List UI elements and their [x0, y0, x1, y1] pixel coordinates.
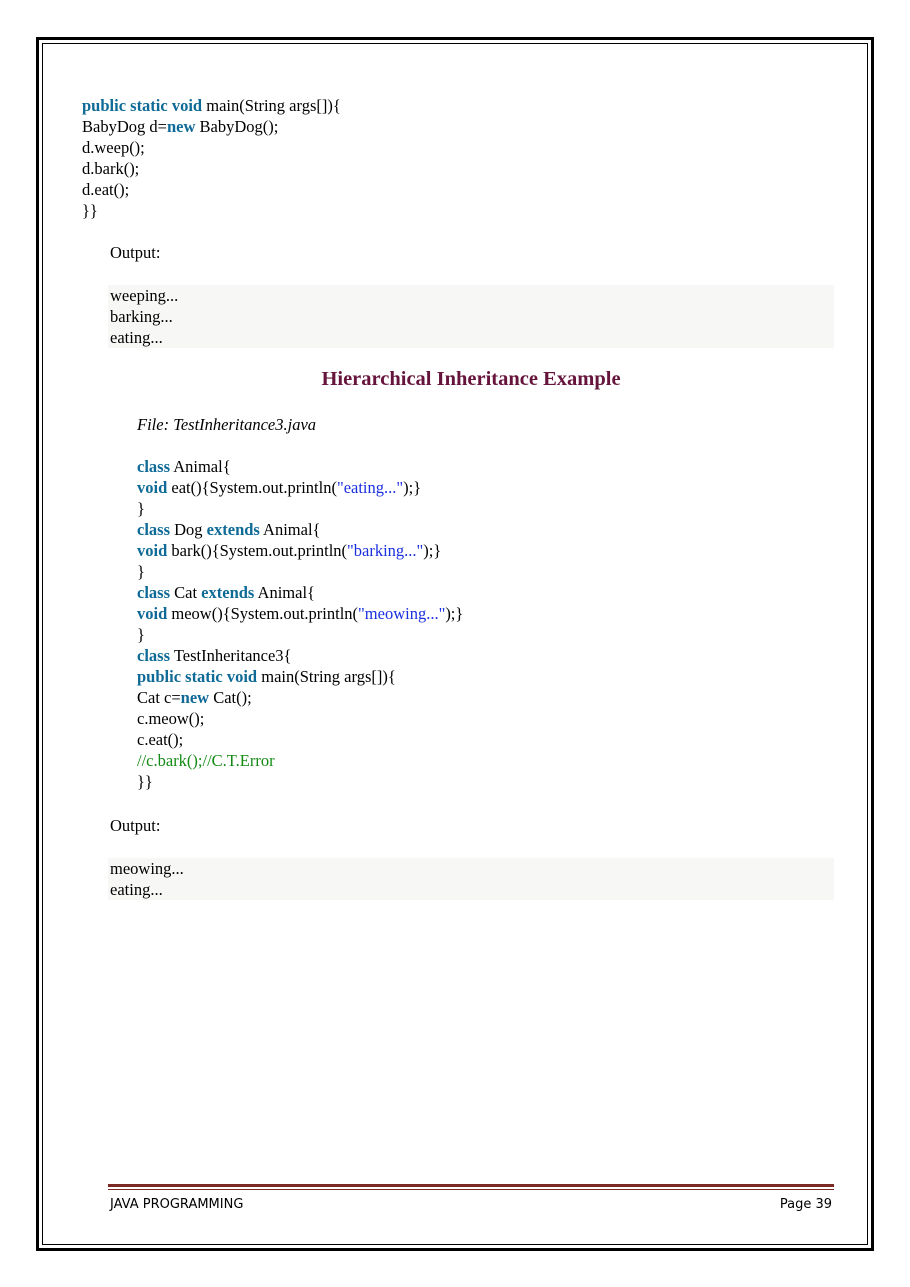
code-token: );}	[445, 604, 464, 623]
code-token: }	[137, 499, 145, 518]
output-line: weeping...	[110, 286, 179, 305]
code-token: d.bark();	[82, 159, 140, 178]
output-box-2	[108, 858, 834, 900]
code-line	[137, 687, 463, 708]
code-token: meow(){System.out.println(	[167, 604, 359, 623]
code-token: d.eat();	[82, 180, 130, 199]
code-token: Animal{	[254, 583, 315, 602]
code-token: public static void	[82, 96, 203, 115]
code-token: "eating..."	[336, 478, 404, 497]
code-line	[137, 498, 463, 519]
code-line	[137, 666, 463, 687]
code-token: c.meow();	[137, 709, 205, 728]
footer-rule-thin	[108, 1189, 834, 1190]
code-line	[137, 708, 463, 729]
code-token: }}	[82, 201, 98, 220]
code-token: );}	[403, 478, 422, 497]
footer-rule	[108, 1184, 834, 1187]
code-token: }}	[137, 772, 153, 791]
footer-title: JAVA PROGRAMMING	[110, 1197, 244, 1212]
code-line	[137, 561, 463, 582]
code-line	[137, 582, 463, 603]
code-token: class	[137, 520, 170, 539]
code-token: Animal{	[259, 520, 321, 539]
output-box-1	[108, 285, 834, 348]
code-token: //c.bark();//C.T.Error	[137, 751, 275, 770]
output-line: meowing...	[110, 859, 184, 878]
code-token: void	[137, 541, 168, 560]
code-token: Cat c=	[137, 688, 181, 707]
code-token: new	[180, 688, 210, 707]
code-line	[137, 456, 463, 477]
code-token: Dog	[170, 520, 207, 539]
code-token: BabyDog();	[195, 117, 279, 136]
page-number: Page 39	[779, 1197, 832, 1212]
code-token: main(String args[]){	[202, 96, 341, 115]
code-line	[137, 771, 463, 792]
code-token: class	[137, 583, 170, 602]
output-line: eating...	[110, 328, 163, 347]
code-line	[137, 519, 463, 540]
output-label: Output:	[110, 816, 161, 835]
code-line	[82, 116, 341, 137]
code-line	[82, 158, 341, 179]
code-token: d.weep();	[82, 138, 145, 157]
code-token: BabyDog d=	[82, 117, 167, 136]
code-token: Cat	[170, 583, 202, 602]
code-line	[137, 603, 463, 624]
code-token: extends	[206, 520, 260, 539]
code-line	[137, 477, 463, 498]
code-token: TestInheritance3{	[170, 646, 292, 665]
output-line: eating...	[110, 880, 163, 899]
code-token: new	[166, 117, 196, 136]
code-line	[82, 137, 341, 158]
code-token: "meowing..."	[358, 604, 446, 623]
code-token: eat(){System.out.println(	[167, 478, 337, 497]
code-token: "barking..."	[347, 541, 424, 560]
section-heading: Hierarchical Inheritance Example	[321, 368, 621, 390]
code-token: Animal{	[170, 457, 231, 476]
file-label: File: TestInheritance3.java	[137, 415, 317, 434]
code-line	[82, 95, 341, 116]
output-label: Output:	[110, 243, 161, 262]
code-token: void	[137, 604, 168, 623]
code-line	[137, 624, 463, 645]
code-token: }	[137, 625, 145, 644]
code-token: class	[137, 457, 170, 476]
code-token: Cat();	[209, 688, 252, 707]
code-block-main-method	[82, 95, 341, 221]
code-token: main(String args[]){	[257, 667, 396, 686]
code-line	[137, 750, 463, 771]
code-block-hierarchical	[137, 456, 463, 792]
code-line	[137, 729, 463, 750]
code-token: bark(){System.out.println(	[167, 541, 348, 560]
code-token: }	[137, 562, 145, 581]
code-token: void	[137, 478, 168, 497]
code-line	[82, 200, 341, 221]
code-token: c.eat();	[137, 730, 184, 749]
code-line	[82, 179, 341, 200]
output-line: barking...	[110, 307, 173, 326]
code-token: extends	[201, 583, 255, 602]
code-token: public static void	[137, 667, 258, 686]
code-line	[137, 645, 463, 666]
code-token: );}	[423, 541, 442, 560]
code-line	[137, 540, 463, 561]
code-token: class	[137, 646, 170, 665]
